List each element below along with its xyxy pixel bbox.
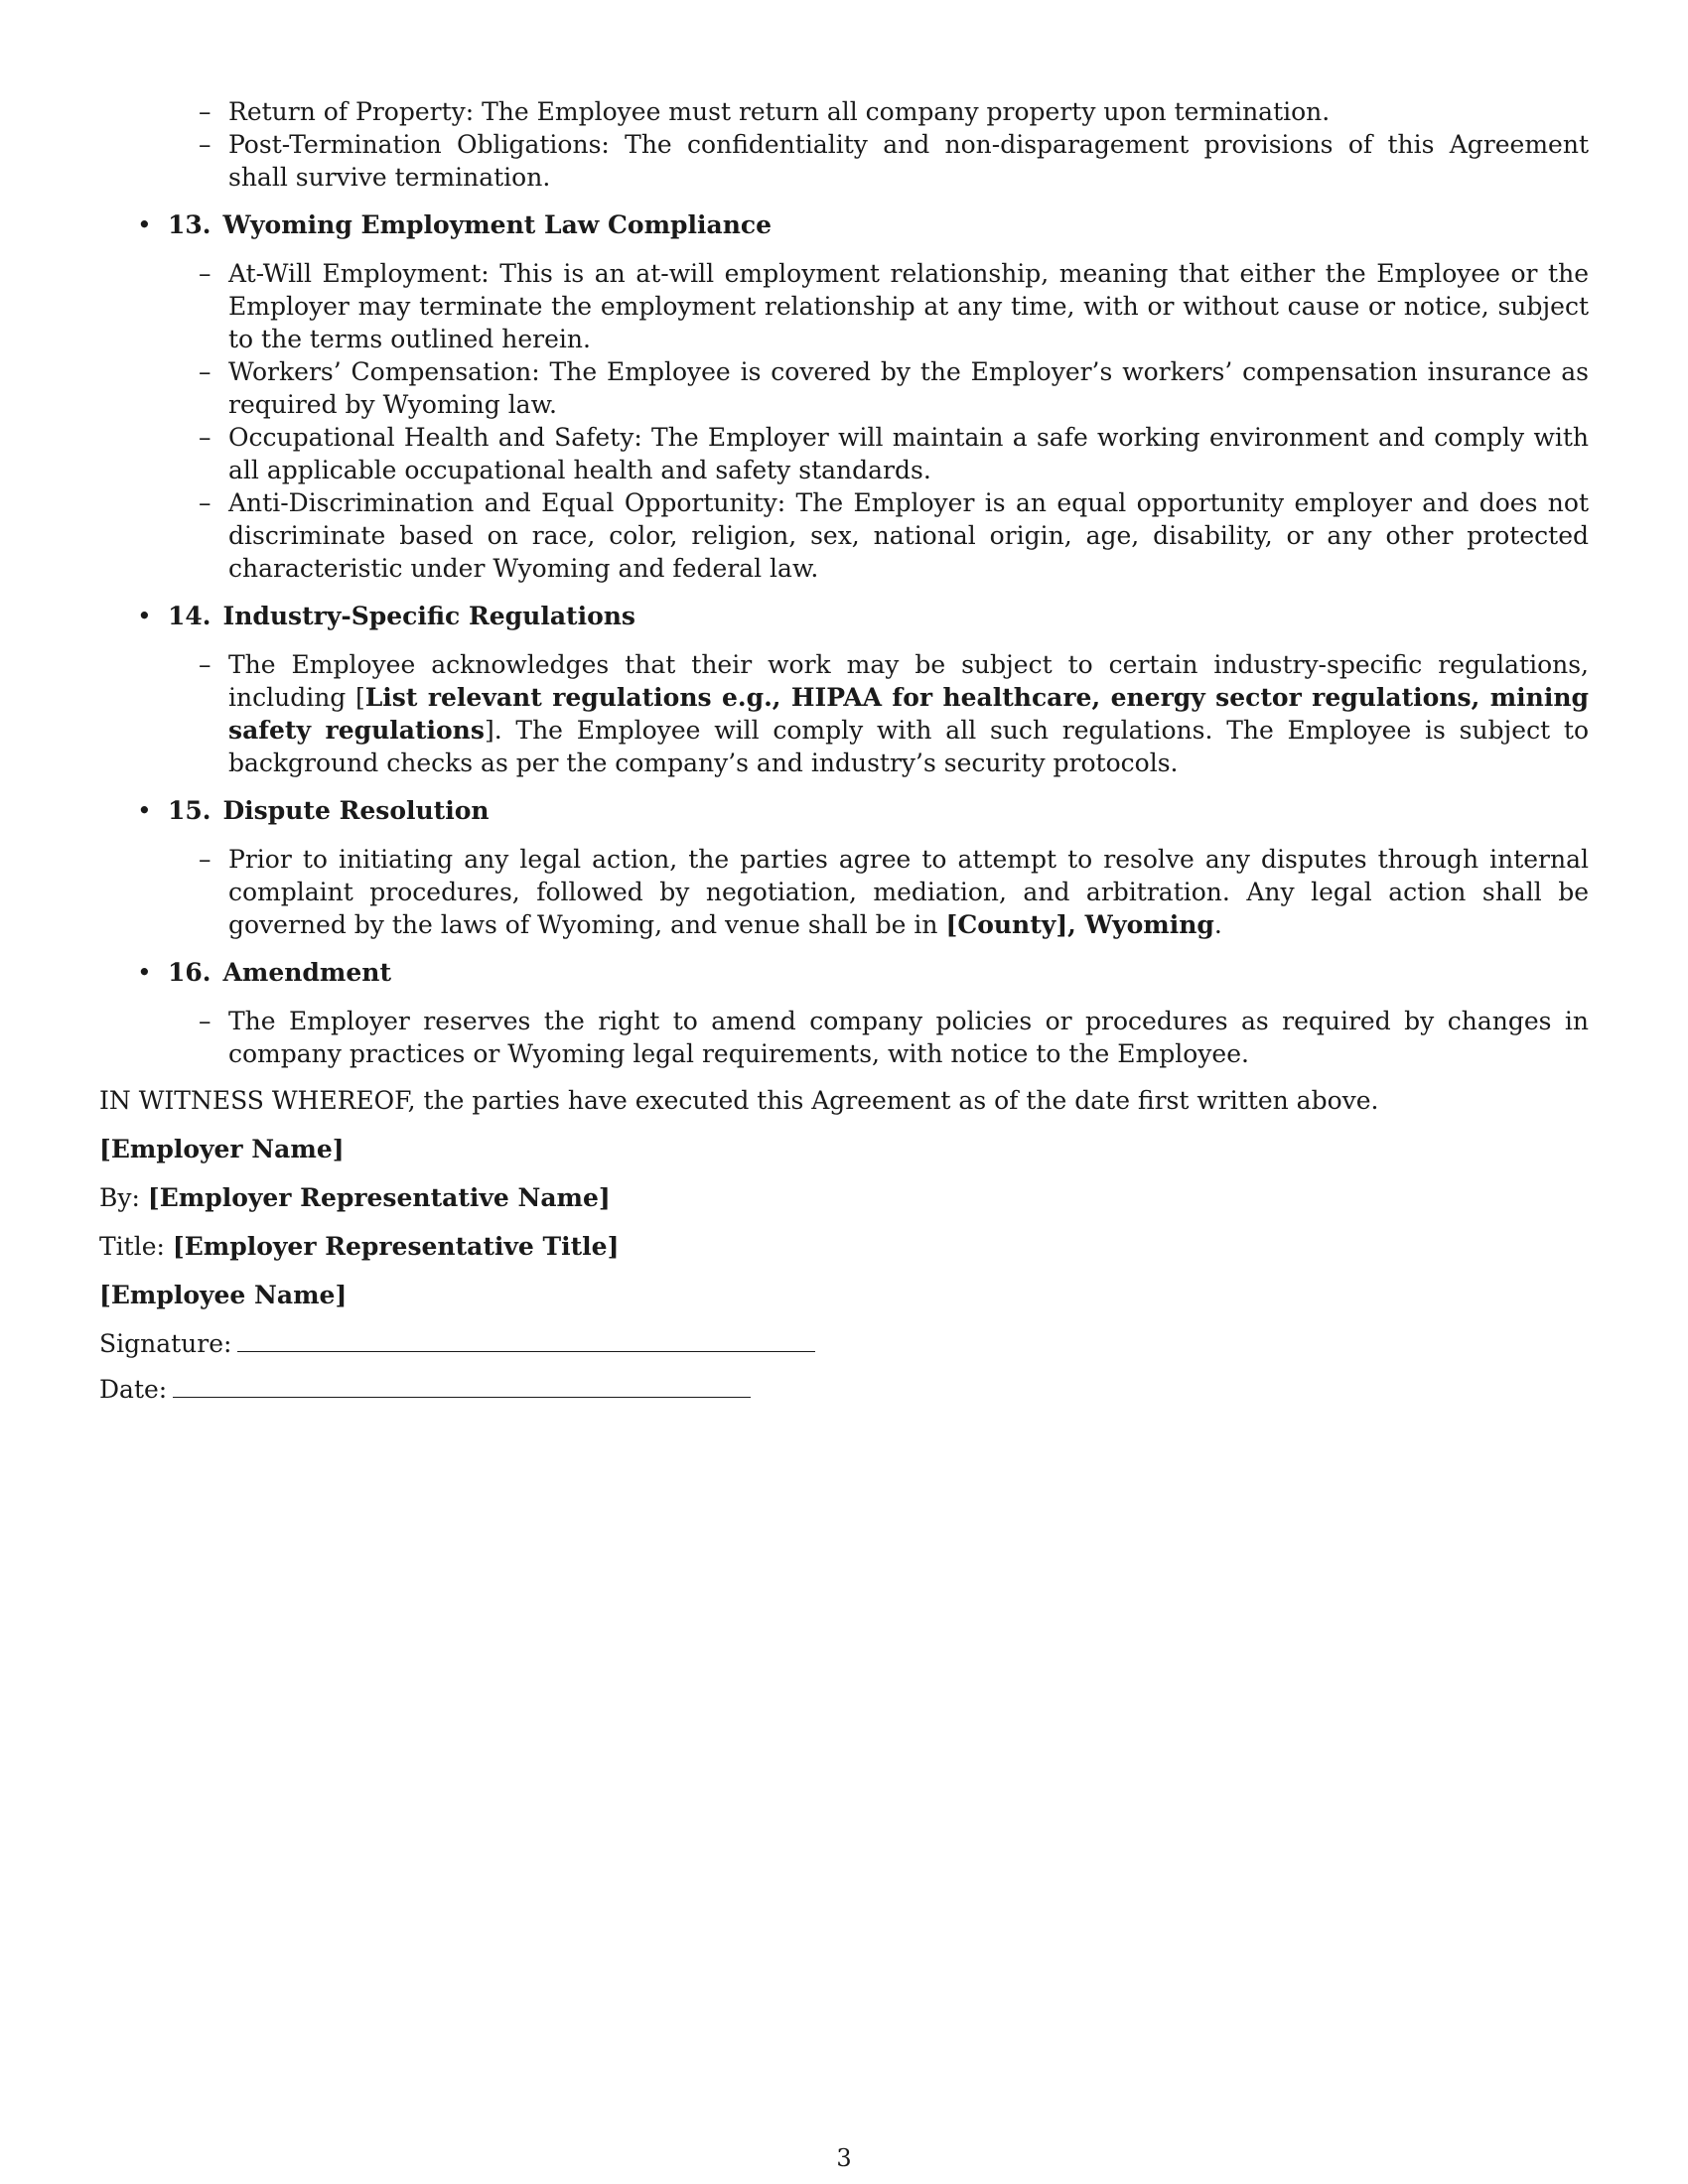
section-number: 13. (168, 210, 211, 239)
employer-name-placeholder: [Employer Name] (99, 1135, 345, 1163)
section-title: Amendment (222, 958, 391, 987)
section-heading-15 (99, 794, 1589, 828)
section-heading-13 (99, 208, 1589, 242)
regulations-placeholder: List relevant regulations e.g., HIPAA for healthcare, energy sector regulations, mining safety regulations (228, 683, 1589, 745)
signature-blank[interactable] (237, 1327, 815, 1352)
list-item: – At-Will Employment: This is an at-will employment relationship, meaning that either the Employee or the Employer may terminate the employment relationship at any time, with or without cause or notice, subject to the terms outlined herein. (228, 257, 1589, 355)
section-14-items (99, 648, 1589, 779)
dispute-text-after: . (1213, 910, 1222, 939)
list-item (228, 843, 1589, 941)
regulations-text-after: ]. The Employee will comply with all such regulations. The Employee is subject to background checks as per the company’s and industry’s security protocols. (228, 716, 1589, 777)
date-label: Date: (99, 1375, 168, 1404)
signature-label: Signature: (99, 1329, 232, 1358)
venue-close-bracket: ], (1055, 910, 1085, 939)
date-blank[interactable] (173, 1373, 751, 1398)
section-title: Dispute Resolution (222, 796, 490, 825)
employer-representative-line (99, 1181, 1589, 1215)
dispute-text-before: Prior to initiating any legal action, the parties agree to attempt to resolve any disputes through internal complaint procedures, followed by negotiation, mediation, and arbitration. Any legal action shall be governed by the laws of Wyoming, and venue shall be in (228, 845, 1589, 939)
list-item: – The Employer reserves the right to amend company policies or procedures as required by changes in company practices or Wyoming legal requirements, with notice to the Employee. (228, 1005, 1589, 1070)
list-item (228, 648, 1589, 779)
section-heading-14 (99, 600, 1589, 633)
by-label: By: (99, 1183, 148, 1212)
representative-name-placeholder: [Employer Representative Name] (147, 1183, 611, 1212)
regulations-text-before: The Employee acknowledges that their work may be subject to certain industry-specific regulations, including [ (228, 650, 1589, 712)
list-item: – Occupational Health and Safety: The Employer will maintain a safe working environment and comply with all applicable occupational health and safety standards. (228, 421, 1589, 486)
list-item: – Anti-Discrimination and Equal Opportunity: The Employer is an equal opportunity employer and does not discriminate based on race, color, religion, sex, national origin, age, disability, or any other protected characteristic under Wyoming and federal law. (228, 486, 1589, 585)
page-number: 3 (836, 2144, 852, 2172)
document-page (99, 95, 1589, 1407)
section-15-items (99, 843, 1589, 941)
section-16-items (99, 1005, 1589, 1070)
section-number: 14. (168, 602, 211, 630)
continued-items-list (99, 95, 1589, 194)
signature-line (99, 1327, 1589, 1361)
witness-statement: IN WITNESS WHEREOF, the parties have executed this Agreement as of the date first written above. (99, 1086, 1379, 1115)
title-label: Title: (99, 1232, 173, 1261)
section-title: Wyoming Employment Law Compliance (222, 210, 773, 239)
section-number: 15. (168, 796, 211, 825)
list-item: – Post-Termination Obligations: The confidentiality and non-disparagement provisions of this Agreement shall survive termination. (228, 128, 1589, 194)
employer-title-line (99, 1230, 1589, 1264)
venue-county-placeholder: County (957, 910, 1056, 939)
list-item: – Return of Property: The Employee must return all company property upon termination. (228, 95, 1589, 128)
venue-state: Wyoming (1084, 910, 1214, 939)
list-item: – Workers’ Compensation: The Employee is covered by the Employer’s workers’ compensation insurance as required by Wyoming law. (228, 355, 1589, 421)
date-line (99, 1373, 1589, 1407)
section-title: Industry-Specific Regulations (222, 602, 635, 630)
venue-open-bracket: [ (945, 910, 958, 939)
section-number: 16. (168, 958, 211, 987)
representative-title-placeholder: [Employer Representative Title] (172, 1232, 620, 1261)
section-heading-16 (99, 956, 1589, 990)
section-13-items (99, 257, 1589, 585)
employee-name-placeholder: [Employee Name] (99, 1281, 348, 1309)
